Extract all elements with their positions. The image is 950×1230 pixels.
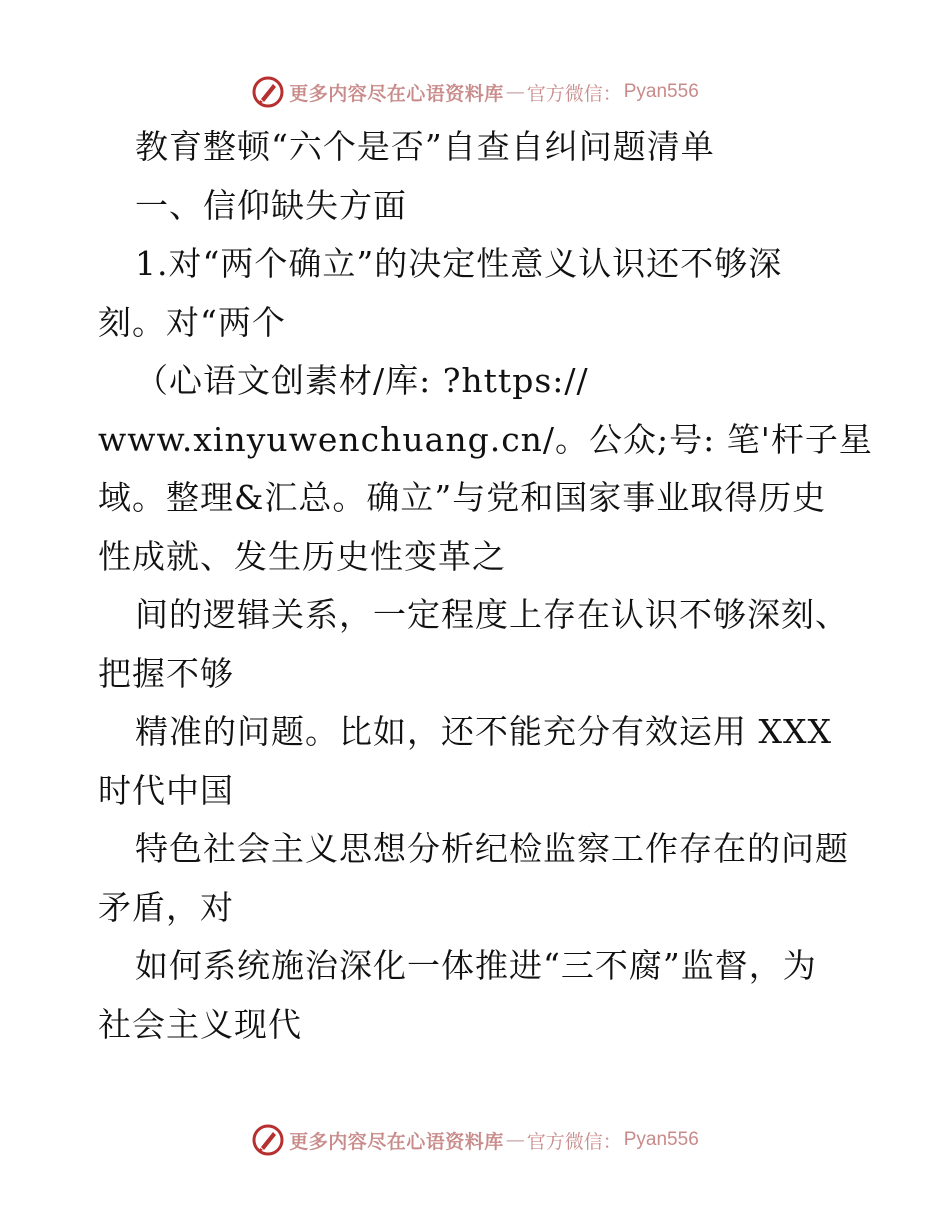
- paragraph-line: 1.对“两个确立”的决定性意义认识还不够深: [135, 244, 783, 283]
- paragraph-line: 如何系统施治深化一体推进“三不腐”监督，为: [135, 946, 817, 985]
- banner-brand-text: 更多内容尽在心语资料库: [289, 82, 504, 105]
- banner-wechat-label: 官方微信：: [526, 1130, 622, 1153]
- banner-brand-text: 更多内容尽在心语资料库: [289, 1130, 504, 1153]
- header-banner: [0, 72, 950, 112]
- document-body: [98, 118, 873, 1054]
- paragraph-line: 把握不够: [98, 653, 234, 693]
- banner-wechat-handle: Pyan556: [623, 1129, 699, 1150]
- paragraph-line: 刻。对“两个: [98, 302, 286, 342]
- paragraph-line: 性成就、发生历史性变革之: [98, 536, 506, 576]
- paragraph-line: 特色社会主义思想分析纪检监察工作存在的问题: [135, 829, 849, 868]
- paragraph-line: 时代中国: [98, 770, 234, 810]
- footer-banner: [0, 1120, 950, 1160]
- paragraph-line: 社会主义现代: [98, 1004, 302, 1044]
- paragraph-line: 间的逻辑关系，一定程度上存在认识不够深刻、: [135, 595, 849, 634]
- banner-wechat-handle: Pyan556: [623, 81, 699, 102]
- paragraph-line: 精准的问题。比如，还不能充分有效运用 XXX: [135, 712, 832, 751]
- section-heading: 一、信仰缺失方面: [135, 185, 407, 225]
- paragraph-line: 矛盾，对: [98, 887, 234, 927]
- banner-separator: —: [505, 1129, 525, 1151]
- banner-wechat-label: 官方微信：: [526, 82, 622, 105]
- paragraph-line: （心语文创素材/库: ?https://: [135, 361, 589, 400]
- logo-icon: [251, 75, 285, 109]
- paragraph-line: www.xinyuwenchuang.cn/。公众;号: 笔'杆子星: [98, 419, 873, 459]
- paragraph-line: 域。整理&汇总。确立”与党和国家事业取得历史: [98, 478, 827, 517]
- logo-icon: [251, 1123, 285, 1157]
- banner-separator: —: [505, 81, 525, 103]
- document-title: 教育整顿“六个是否”自查自纠问题清单: [135, 127, 715, 166]
